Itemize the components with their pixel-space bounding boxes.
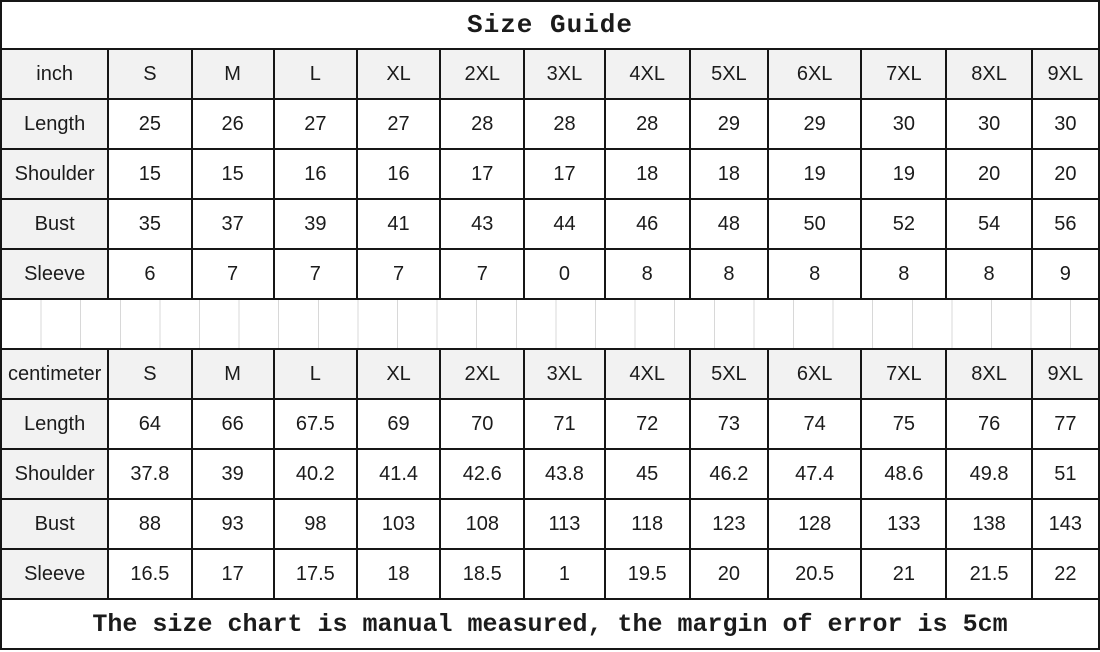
value-cell: 52 [861, 199, 946, 249]
size-header-cell: 2XL [440, 49, 524, 99]
value-cell: 128 [768, 499, 861, 549]
value-cell: 30 [1032, 99, 1099, 149]
table-row [1, 99, 1099, 149]
table-row [1, 249, 1099, 299]
value-cell: 16 [357, 149, 440, 199]
value-cell: 39 [192, 449, 274, 499]
value-cell: 123 [690, 499, 768, 549]
value-cell: 26 [192, 99, 274, 149]
row-label-cell: Bust [1, 499, 108, 549]
value-cell: 51 [1032, 449, 1099, 499]
value-cell: 42.6 [440, 449, 524, 499]
unit-label: inch [1, 49, 108, 99]
size-header-cell: 8XL [946, 349, 1031, 399]
value-cell: 46 [605, 199, 690, 249]
value-cell: 50 [768, 199, 861, 249]
value-cell: 27 [274, 99, 357, 149]
size-header-cell: 4XL [605, 49, 690, 99]
value-cell: 71 [524, 399, 604, 449]
value-cell: 16 [274, 149, 357, 199]
row-label-cell: Length [1, 99, 108, 149]
value-cell: 20 [1032, 149, 1099, 199]
value-cell: 49.8 [946, 449, 1031, 499]
value-cell: 8 [605, 249, 690, 299]
value-cell: 29 [768, 99, 861, 149]
value-cell: 19 [768, 149, 861, 199]
value-cell: 30 [946, 99, 1031, 149]
value-cell: 73 [690, 399, 768, 449]
value-cell: 8 [768, 249, 861, 299]
value-cell: 76 [946, 399, 1031, 449]
value-cell: 74 [768, 399, 861, 449]
value-cell: 108 [440, 499, 524, 549]
row-label-cell: Bust [1, 199, 108, 249]
value-cell: 66 [192, 399, 274, 449]
value-cell: 43 [440, 199, 524, 249]
value-cell: 29 [690, 99, 768, 149]
value-cell: 1 [524, 549, 604, 599]
footer-row [1, 599, 1099, 649]
value-cell: 70 [440, 399, 524, 449]
value-cell: 67.5 [274, 399, 357, 449]
value-cell: 64 [108, 399, 191, 449]
value-cell: 48.6 [861, 449, 946, 499]
value-cell: 27 [357, 99, 440, 149]
value-cell: 47.4 [768, 449, 861, 499]
value-cell: 72 [605, 399, 690, 449]
value-cell: 7 [440, 249, 524, 299]
value-cell: 20.5 [768, 549, 861, 599]
value-cell: 18.5 [440, 549, 524, 599]
size-header-cell: L [274, 349, 357, 399]
value-cell: 93 [192, 499, 274, 549]
value-cell: 28 [605, 99, 690, 149]
value-cell: 8 [690, 249, 768, 299]
value-cell: 103 [357, 499, 440, 549]
spacer-cell [1, 299, 1099, 349]
value-cell: 118 [605, 499, 690, 549]
size-header-cell: 8XL [946, 49, 1031, 99]
unit-label: centimeter [1, 349, 108, 399]
value-cell: 41 [357, 199, 440, 249]
spacer-row [1, 299, 1099, 349]
size-header-cell: 3XL [524, 49, 604, 99]
footer-note: The size chart is manual measured, the margin of error is 5cm [1, 599, 1099, 649]
value-cell: 18 [357, 549, 440, 599]
value-cell: 37.8 [108, 449, 191, 499]
value-cell: 25 [108, 99, 191, 149]
table-row [1, 449, 1099, 499]
value-cell: 15 [108, 149, 191, 199]
value-cell: 37 [192, 199, 274, 249]
value-cell: 138 [946, 499, 1031, 549]
value-cell: 48 [690, 199, 768, 249]
row-label-cell: Sleeve [1, 549, 108, 599]
table-row [1, 399, 1099, 449]
size-header-cell: 7XL [861, 349, 946, 399]
value-cell: 44 [524, 199, 604, 249]
value-cell: 7 [192, 249, 274, 299]
value-cell: 39 [274, 199, 357, 249]
value-cell: 133 [861, 499, 946, 549]
value-cell: 15 [192, 149, 274, 199]
value-cell: 43.8 [524, 449, 604, 499]
row-label-cell: Length [1, 399, 108, 449]
value-cell: 30 [861, 99, 946, 149]
value-cell: 19 [861, 149, 946, 199]
value-cell: 20 [690, 549, 768, 599]
value-cell: 19.5 [605, 549, 690, 599]
value-cell: 77 [1032, 399, 1099, 449]
value-cell: 18 [605, 149, 690, 199]
size-header-row-inch [1, 49, 1099, 99]
size-header-cell: 6XL [768, 49, 861, 99]
value-cell: 56 [1032, 199, 1099, 249]
row-label-cell: Shoulder [1, 449, 108, 499]
size-header-cell: 2XL [440, 349, 524, 399]
table-row [1, 149, 1099, 199]
table-row [1, 549, 1099, 599]
table-row [1, 199, 1099, 249]
size-header-cell: 5XL [690, 49, 768, 99]
value-cell: 98 [274, 499, 357, 549]
size-header-cell: 6XL [768, 349, 861, 399]
size-header-cell: S [108, 349, 191, 399]
value-cell: 28 [440, 99, 524, 149]
value-cell: 20 [946, 149, 1031, 199]
size-header-cell: XL [357, 49, 440, 99]
value-cell: 35 [108, 199, 191, 249]
value-cell: 46.2 [690, 449, 768, 499]
row-label-cell: Shoulder [1, 149, 108, 199]
value-cell: 17.5 [274, 549, 357, 599]
size-header-cell: L [274, 49, 357, 99]
size-header-cell: 9XL [1032, 349, 1099, 399]
value-cell: 45 [605, 449, 690, 499]
size-header-cell: 4XL [605, 349, 690, 399]
value-cell: 54 [946, 199, 1031, 249]
value-cell: 28 [524, 99, 604, 149]
value-cell: 69 [357, 399, 440, 449]
size-header-cell: M [192, 49, 274, 99]
value-cell: 17 [440, 149, 524, 199]
size-header-cell: 9XL [1032, 49, 1099, 99]
value-cell: 8 [946, 249, 1031, 299]
row-label-cell: Sleeve [1, 249, 108, 299]
table-row [1, 499, 1099, 549]
value-cell: 18 [690, 149, 768, 199]
size-header-row-centimeter [1, 349, 1099, 399]
size-header-cell: 7XL [861, 49, 946, 99]
value-cell: 41.4 [357, 449, 440, 499]
value-cell: 21.5 [946, 549, 1031, 599]
size-header-cell: XL [357, 349, 440, 399]
value-cell: 113 [524, 499, 604, 549]
size-header-cell: 3XL [524, 349, 604, 399]
value-cell: 9 [1032, 249, 1099, 299]
value-cell: 7 [274, 249, 357, 299]
size-header-cell: M [192, 349, 274, 399]
value-cell: 17 [192, 549, 274, 599]
value-cell: 21 [861, 549, 946, 599]
value-cell: 75 [861, 399, 946, 449]
value-cell: 8 [861, 249, 946, 299]
value-cell: 6 [108, 249, 191, 299]
value-cell: 40.2 [274, 449, 357, 499]
value-cell: 143 [1032, 499, 1099, 549]
title-row [1, 1, 1099, 49]
value-cell: 88 [108, 499, 191, 549]
value-cell: 0 [524, 249, 604, 299]
value-cell: 16.5 [108, 549, 191, 599]
page-title: Size Guide [1, 1, 1099, 49]
size-header-cell: S [108, 49, 191, 99]
value-cell: 17 [524, 149, 604, 199]
size-header-cell: 5XL [690, 349, 768, 399]
value-cell: 22 [1032, 549, 1099, 599]
value-cell: 7 [357, 249, 440, 299]
